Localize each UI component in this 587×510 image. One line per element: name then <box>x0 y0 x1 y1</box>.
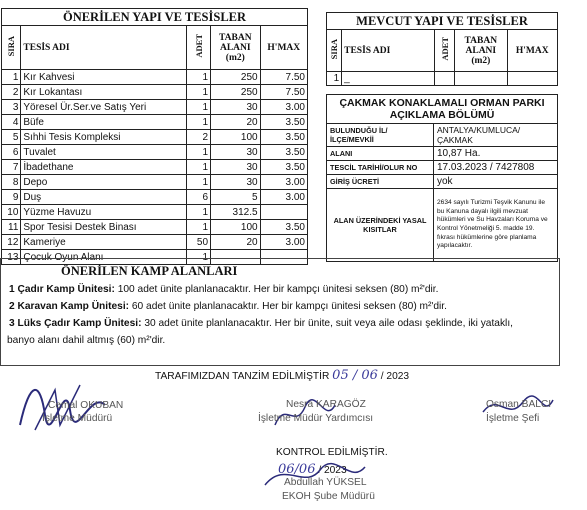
facility-name: Kır Kahvesi <box>21 70 187 85</box>
info-label-entry-fee: GİRİŞ ÜCRETİ <box>327 175 434 189</box>
signatory-2-title: İşletme Müdür Yardımcısı <box>258 413 374 424</box>
facility-count: 1 <box>187 70 211 85</box>
signatory-3-title: İşletme Şefi <box>486 413 540 424</box>
facility-area: 250 <box>211 85 261 100</box>
camp-item-text: 60 adet ünite planlanacaktır. Her bir kampçı ünitesi seksen (80) m²'dir. <box>129 301 447 312</box>
facility-count: 1 <box>187 115 211 130</box>
park-info-table <box>326 94 558 262</box>
facility-hmax: 7.50 <box>260 85 307 100</box>
facility-area: 30 <box>211 160 261 175</box>
row-number: 5 <box>2 130 21 145</box>
signatory-1-title: İşletme Müdürü <box>42 413 113 424</box>
camp-item-number: 2 <box>9 301 15 312</box>
facility-area: 100 <box>211 220 261 235</box>
header-count: ADET <box>439 37 450 61</box>
facility-hmax: 3.50 <box>260 160 307 175</box>
info-value-registration: 17.03.2023 / 7427808 <box>434 161 558 175</box>
facility-area: 312.5 <box>211 205 261 220</box>
facility-count: 1 <box>187 220 211 235</box>
facility-count: 1 <box>187 160 211 175</box>
info-value-area: 10,87 Ha. <box>434 147 558 161</box>
proposed-facilities-table <box>1 8 308 265</box>
table-row <box>2 85 308 100</box>
header-area: TABAN ALANI (m2) <box>211 26 261 70</box>
camp-areas-title: ÖNERİLEN KAMP ALANLARI <box>61 264 238 278</box>
camp-item-2 <box>9 301 447 312</box>
camp-item-text: 100 adet ünite planlanacaktır. Her bir kampçı ünitesi seksen (80) m²'dir. <box>114 284 439 295</box>
facility-hmax: 3.00 <box>260 100 307 115</box>
signature-abdullah <box>260 455 370 495</box>
camp-item-name: Karavan Kamp Ünitesi: <box>17 301 130 312</box>
facility-name: Depo <box>21 175 187 190</box>
facility-name: İbadethane <box>21 160 187 175</box>
table-row <box>2 115 308 130</box>
signatory-1-name: Cemal OKUBAN <box>48 400 124 411</box>
camp-item-text: 30 adet ünite planlanacaktır. Her bir ünite, suit veya aile odası şeklinde, iki yataklı, <box>141 318 513 329</box>
header-area: TABAN ALANI (m2) <box>455 30 507 72</box>
header-sira: SIRA <box>6 35 17 57</box>
facility-count <box>434 72 454 86</box>
row-number: 1 <box>327 72 342 86</box>
facility-name: Çocuk Oyun Alanı <box>21 250 187 265</box>
control-date-handwritten: 06/06 <box>278 462 316 477</box>
info-label-area: ALANI <box>327 147 434 161</box>
control-statement: KONTROL EDİLMİŞTİR. <box>276 447 388 458</box>
proposed-facilities-title: ÖNERİLEN YAPI VE TESİSLER <box>2 9 308 26</box>
table-row <box>2 235 308 250</box>
park-info-title: ÇAKMAK KONAKLAMALI ORMAN PARKI AÇIKLAMA BÖLÜMÜ <box>327 95 558 124</box>
camp-areas-box <box>0 258 560 366</box>
facility-hmax: 3.00 <box>260 175 307 190</box>
row-number: 2 <box>2 85 21 100</box>
facility-count: 2 <box>187 130 211 145</box>
facility-area: 30 <box>211 100 261 115</box>
info-value-entry-fee: yok <box>434 175 558 189</box>
row-number: 13 <box>2 250 21 265</box>
facility-area: 250 <box>211 70 261 85</box>
facility-count: 1 <box>187 145 211 160</box>
facility-name: Spor Tesisi Destek Binası <box>21 220 187 235</box>
row-number: 9 <box>2 190 21 205</box>
row-number: 12 <box>2 235 21 250</box>
row-number: 1 <box>2 70 21 85</box>
facility-name: Kır Lokantası <box>21 85 187 100</box>
camp-item-3 <box>9 318 513 329</box>
row-number: 6 <box>2 145 21 160</box>
signatory-3-name: Osman BALCI <box>486 399 552 410</box>
prepared-year: / 2023 <box>380 371 410 382</box>
facility-name: Sıhhi Tesis Kompleksi <box>21 130 187 145</box>
info-label-location: BULUNDUĞU İL/İLÇE/MEVKİİ <box>327 124 434 147</box>
row-number: 4 <box>2 115 21 130</box>
row-number: 3 <box>2 100 21 115</box>
facility-count: 1 <box>187 100 211 115</box>
facility-count: 1 <box>187 250 211 265</box>
facility-name: Tuvalet <box>21 145 187 160</box>
control-year: / 2023 <box>318 465 347 476</box>
camp-item-3-continued: banyo alanı dahil altmış (60) m²'dir. <box>7 335 166 346</box>
facility-name: _ <box>342 72 435 86</box>
prepared-date-handwritten: 05 / 06 <box>332 368 378 383</box>
facility-hmax: 3.50 <box>260 220 307 235</box>
camp-item-number: 1 <box>9 284 15 295</box>
facility-hmax <box>507 72 557 86</box>
header-name: TESİS ADI <box>342 30 435 72</box>
table-row <box>2 145 308 160</box>
facility-area: 5 <box>211 190 261 205</box>
table-row <box>2 130 308 145</box>
header-name: TESİS ADI <box>21 26 187 70</box>
facility-hmax: 3.50 <box>260 145 307 160</box>
facility-name: Büfe <box>21 115 187 130</box>
facility-area: 20 <box>211 235 261 250</box>
table-row <box>2 205 308 220</box>
facility-count: 1 <box>187 85 211 100</box>
header-hmax: H'MAX <box>260 26 307 70</box>
info-value-legal: 2634 sayılı Turizmi Teşvik Kanunu ile bu Kanuna dayalı ilgili mevzuat hükümleri ve Su Havzaları Koruma ve Kontrol Yönetmeliği 5. madde 19. fıkrası hükümlerine göre planlama yapılacaktır. <box>434 189 558 262</box>
signatory-2-name: Nesra KARAGÖZ <box>286 399 366 410</box>
facility-name: Yüzme Havuzu <box>21 205 187 220</box>
facility-area: 30 <box>211 145 261 160</box>
facility-area: 100 <box>211 130 261 145</box>
header-sira: SIRA <box>329 38 340 60</box>
table-row <box>2 160 308 175</box>
prepared-statement <box>155 368 409 383</box>
signatory-4-name: Abdullah YÜKSEL <box>284 477 367 488</box>
existing-facilities-table <box>326 12 558 86</box>
prepared-text: TARAFIMIZDAN TANZİM EDİLMİŞTİR <box>155 371 330 382</box>
table-row <box>2 220 308 235</box>
table-row <box>2 175 308 190</box>
facility-name: Yöresel Ür.Ser.ve Satış Yeri <box>21 100 187 115</box>
info-label-registration: TESCİL TARİHİ/OLUR NO <box>327 161 434 175</box>
facility-count: 1 <box>187 175 211 190</box>
row-number: 7 <box>2 160 21 175</box>
facility-count: 1 <box>187 205 211 220</box>
header-hmax: H'MAX <box>507 30 557 72</box>
signatory-4-title: EKOH Şube Müdürü <box>282 491 375 502</box>
row-number: 10 <box>2 205 21 220</box>
facility-hmax: 3.00 <box>260 190 307 205</box>
facility-hmax <box>260 205 307 220</box>
table-row <box>2 70 308 85</box>
facility-name: Duş <box>21 190 187 205</box>
camp-item-number: 3 <box>9 318 15 329</box>
facility-area: 20 <box>211 115 261 130</box>
facility-hmax: 3.50 <box>260 130 307 145</box>
info-label-legal: ALAN ÜZERİNDEKİ YASAL KISITLAR <box>327 189 434 262</box>
facility-hmax: 3.00 <box>260 235 307 250</box>
facility-hmax: 3.50 <box>260 115 307 130</box>
row-number: 8 <box>2 175 21 190</box>
header-count: ADET <box>193 34 204 58</box>
facility-area <box>455 72 507 86</box>
facility-count: 6 <box>187 190 211 205</box>
facility-hmax: 7.50 <box>260 70 307 85</box>
table-row <box>2 190 308 205</box>
facility-name: Kameriye <box>21 235 187 250</box>
camp-item-name: Lüks Çadır Kamp Ünitesi: <box>17 318 142 329</box>
existing-facilities-title: MEVCUT YAPI VE TESİSLER <box>327 13 558 30</box>
facility-count: 50 <box>187 235 211 250</box>
facility-area: 30 <box>211 175 261 190</box>
camp-item-1 <box>9 284 438 295</box>
camp-item-name: Çadır Kamp Ünitesi: <box>17 284 115 295</box>
row-number: 11 <box>2 220 21 235</box>
table-row <box>2 100 308 115</box>
info-value-location: ANTALYA/KUMLUCA/ÇAKMAK <box>434 124 558 147</box>
